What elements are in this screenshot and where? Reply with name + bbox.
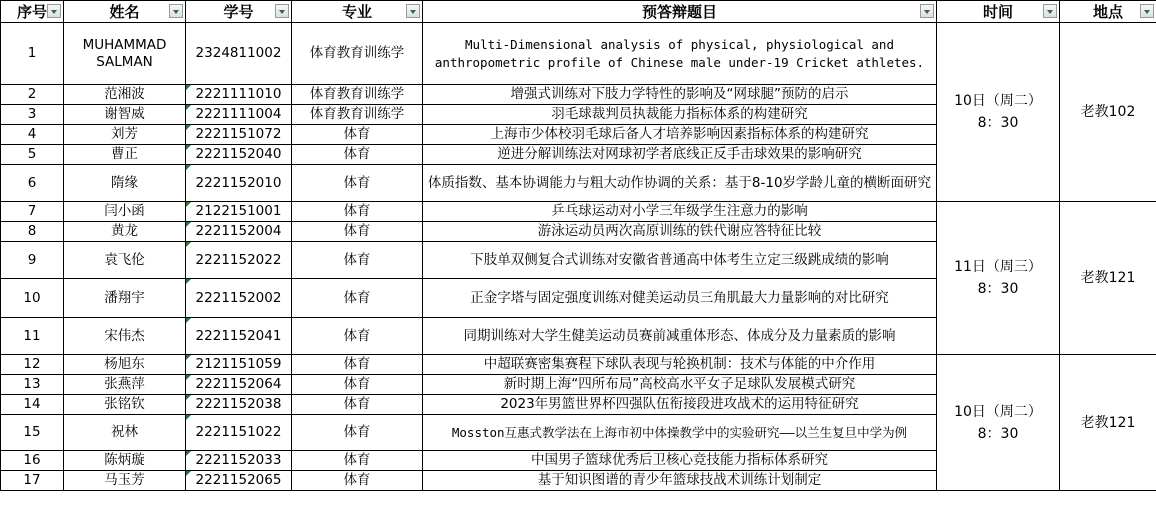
cell-name[interactable]: 范湘波: [64, 85, 186, 105]
cell-sid-text: 2221152010: [195, 174, 282, 191]
cell-sid[interactable]: [186, 222, 292, 242]
cell-topic[interactable]: 羽毛球裁判员执裁能力指标体系的构建研究: [423, 105, 937, 125]
group-time: 8：30: [977, 115, 1019, 131]
header-place: [1060, 1, 1156, 23]
cell-no[interactable]: 17: [1, 471, 64, 491]
filter-dropdown-icon[interactable]: [920, 4, 934, 18]
cell-name[interactable]: 谢智威: [64, 105, 186, 125]
cell-sid-text: 2221152041: [195, 327, 282, 344]
cell-sid[interactable]: [186, 471, 292, 491]
cell-no[interactable]: 5: [1, 145, 64, 165]
cell-time-merged[interactable]: [937, 202, 1060, 355]
cell-topic[interactable]: 上海市少体校羽毛球后备人才培养影响因素指标体系的构建研究: [423, 125, 937, 145]
cell-major[interactable]: 体育教育训练学: [292, 23, 423, 85]
cell-name[interactable]: 隋缘: [64, 165, 186, 202]
filter-dropdown-icon[interactable]: [1043, 4, 1057, 18]
number-as-text-indicator-icon: [186, 415, 191, 420]
group-date: 11日（周三）: [954, 259, 1042, 275]
header-no-label: 序号: [16, 3, 47, 21]
cell-no[interactable]: 3: [1, 105, 64, 125]
cell-major[interactable]: 体育: [292, 125, 423, 145]
cell-sid-text: 2221152033: [195, 452, 282, 468]
header-major: [292, 1, 423, 23]
cell-major[interactable]: 体育: [292, 222, 423, 242]
header-name-label: 姓名: [109, 3, 140, 21]
number-as-text-indicator-icon: [186, 451, 191, 456]
cell-major[interactable]: 体育: [292, 242, 423, 279]
number-as-text-indicator-icon: [186, 471, 191, 476]
cell-name[interactable]: 黄龙: [64, 222, 186, 242]
filter-dropdown-icon[interactable]: [275, 4, 289, 18]
cell-major[interactable]: 体育: [292, 355, 423, 375]
cell-sid[interactable]: [186, 105, 292, 125]
number-as-text-indicator-icon: [186, 279, 191, 284]
cell-sid[interactable]: [186, 375, 292, 395]
cell-major[interactable]: 体育: [292, 375, 423, 395]
cell-sid-text: 2221151072: [195, 126, 282, 142]
cell-topic[interactable]: 增强式训练对下肢力学特性的影响及“网球腿”预防的启示: [423, 85, 937, 105]
cell-sid[interactable]: [186, 415, 292, 451]
cell-no[interactable]: 7: [1, 202, 64, 222]
cell-major[interactable]: 体育: [292, 202, 423, 222]
cell-sid-text: 2122151001: [195, 203, 282, 219]
group-date: 10日（周二）: [954, 403, 1042, 420]
cell-sid-text: 2324811002: [195, 45, 282, 61]
cell-no[interactable]: 9: [1, 242, 64, 279]
cell-sid-text: 2221152038: [195, 396, 282, 412]
cell-sid[interactable]: [186, 202, 292, 222]
group-time: 8：30: [977, 281, 1019, 297]
cell-major[interactable]: 体育教育训练学: [292, 85, 423, 105]
cell-name[interactable]: 陈炳璇: [64, 451, 186, 471]
cell-sid[interactable]: [186, 355, 292, 375]
cell-sid[interactable]: [186, 145, 292, 165]
cell-no[interactable]: 6: [1, 165, 64, 202]
cell-topic[interactable]: Multi-Dimensional analysis of physical, physiological and anthropometric profile of Chinese male under-19 Cricket athletes.: [423, 23, 937, 85]
cell-sid[interactable]: [186, 318, 292, 355]
cell-topic[interactable]: 中超联赛密集赛程下球队表现与轮换机制：技术与体能的中介作用: [423, 355, 937, 375]
header-major-label: 专业: [341, 3, 372, 21]
cell-major[interactable]: 体育: [292, 279, 423, 318]
cell-sid-text: 2221152040: [195, 146, 282, 162]
cell-name[interactable]: 祝林: [64, 415, 186, 451]
number-as-text-indicator-icon: [186, 318, 191, 323]
cell-no[interactable]: 16: [1, 451, 64, 471]
cell-topic[interactable]: 新时期上海“四所布局”高校高水平女子足球队发展模式研究: [423, 375, 937, 395]
header-topic-label: 预答辩题目: [641, 3, 717, 21]
cell-sid-text: 2221152064: [195, 376, 282, 392]
number-as-text-indicator-icon: [186, 222, 191, 227]
cell-sid-text: 2221152022: [195, 251, 282, 268]
number-as-text-indicator-icon: [186, 355, 191, 360]
table-body: [1, 23, 1156, 491]
cell-topic[interactable]: 中国男子篮球优秀后卫核心竞技能力指标体系研究: [423, 451, 937, 471]
cell-topic[interactable]: 同期训练对大学生健美运动员赛前减重体形态、体成分及力量素质的影响: [423, 318, 937, 355]
cell-sid[interactable]: [186, 165, 292, 202]
cell-no[interactable]: 14: [1, 395, 64, 415]
filter-dropdown-icon[interactable]: [1140, 4, 1154, 18]
header-row: [1, 1, 1156, 23]
cell-place-merged[interactable]: 老教121: [1060, 202, 1156, 355]
cell-major[interactable]: 体育: [292, 451, 423, 471]
cell-sid[interactable]: [186, 242, 292, 279]
number-as-text-indicator-icon: [186, 395, 191, 400]
cell-name[interactable]: 马玉芳: [64, 471, 186, 491]
cell-sid-text: 2221111010: [195, 86, 282, 102]
cell-sid[interactable]: [186, 451, 292, 471]
number-as-text-indicator-icon: [186, 85, 191, 90]
header-time-label: 时间: [982, 3, 1013, 21]
cell-topic[interactable]: Mosston互惠式教学法在上海市初中体操教学中的实验研究——以兰生复旦中学为例: [423, 415, 937, 451]
cell-sid-text: 2221111004: [195, 106, 282, 122]
cell-no[interactable]: 4: [1, 125, 64, 145]
cell-sid[interactable]: [186, 23, 292, 85]
cell-no[interactable]: 11: [1, 318, 64, 355]
table-row: [1, 355, 1156, 375]
cell-major[interactable]: 体育: [292, 318, 423, 355]
number-as-text-indicator-icon: [186, 105, 191, 110]
cell-no[interactable]: 10: [1, 279, 64, 318]
number-as-text-indicator-icon: [186, 242, 191, 247]
cell-major[interactable]: 体育: [292, 415, 423, 451]
number-as-text-indicator-icon: [186, 145, 191, 150]
header-sid: [186, 1, 292, 23]
filter-dropdown-icon[interactable]: [406, 4, 420, 18]
cell-sid-text: 2221152002: [195, 289, 282, 306]
cell-name[interactable]: 张铭钦: [64, 395, 186, 415]
cell-sid[interactable]: [186, 85, 292, 105]
cell-sid[interactable]: [186, 279, 292, 318]
number-as-text-indicator-icon: [186, 165, 191, 170]
cell-name[interactable]: 闫小函: [64, 202, 186, 222]
filter-dropdown-icon[interactable]: [47, 4, 61, 18]
cell-major[interactable]: 体育: [292, 165, 423, 202]
group-date: 10日（周二）: [954, 93, 1042, 109]
cell-topic[interactable]: 正金字塔与固定强度训练对健美运动员三角肌最大力量影响的对比研究: [423, 279, 937, 318]
cell-place-merged[interactable]: 老教121: [1060, 355, 1156, 491]
cell-sid[interactable]: [186, 395, 292, 415]
cell-no[interactable]: 8: [1, 222, 64, 242]
header-sid-label: 学号: [223, 3, 254, 21]
cell-major[interactable]: 体育: [292, 145, 423, 165]
header-place-label: 地点: [1092, 3, 1123, 21]
cell-name[interactable]: 袁飞伦: [64, 242, 186, 279]
cell-sid-text: 2221151022: [195, 424, 282, 440]
table-row: [1, 23, 1156, 85]
cell-no[interactable]: 13: [1, 375, 64, 395]
cell-name[interactable]: 刘芳: [64, 125, 186, 145]
number-as-text-indicator-icon: [186, 202, 191, 207]
cell-name[interactable]: 潘翔宇: [64, 279, 186, 318]
cell-topic[interactable]: 逆进分解训练法对网球初学者底线正反手击球效果的影响研究: [423, 145, 937, 165]
cell-time-merged[interactable]: [937, 23, 1060, 202]
cell-major[interactable]: 体育教育训练学: [292, 105, 423, 125]
cell-name[interactable]: 杨旭东: [64, 355, 186, 375]
cell-place-merged[interactable]: 老教102: [1060, 23, 1156, 202]
header-topic: [423, 1, 937, 23]
cell-topic[interactable]: 乒乓球运动对小学三年级学生注意力的影响: [423, 202, 937, 222]
cell-sid-text: 2221152004: [195, 223, 282, 239]
header-time: [937, 1, 1060, 23]
cell-name[interactable]: MUHAMMAD SALMAN: [64, 23, 186, 85]
number-as-text-indicator-icon: [186, 125, 191, 130]
cell-topic[interactable]: 体质指数、基本协调能力与粗大动作协调的关系：基于8-10岁学龄儿童的横断面研究: [423, 165, 937, 202]
cell-major[interactable]: 体育: [292, 471, 423, 491]
cell-time-merged[interactable]: [937, 355, 1060, 491]
table-row: [1, 202, 1156, 222]
header-name: [64, 1, 186, 23]
number-as-text-indicator-icon: [186, 375, 191, 380]
cell-sid[interactable]: [186, 125, 292, 145]
group-time: 8：30: [977, 425, 1019, 442]
cell-topic[interactable]: 下肢单双侧复合式训练对安徽省普通高中体考生立定三级跳成绩的影响: [423, 242, 937, 279]
cell-topic[interactable]: 游泳运动员两次高原训练的铁代谢应答特征比较: [423, 222, 937, 242]
cell-topic[interactable]: 2023年男篮世界杯四强队伍衔接段进攻战术的运用特征研究: [423, 395, 937, 415]
cell-name[interactable]: 宋伟杰: [64, 318, 186, 355]
cell-major[interactable]: 体育: [292, 395, 423, 415]
cell-no[interactable]: 12: [1, 355, 64, 375]
cell-sid-text: 2121151059: [195, 356, 282, 372]
cell-name[interactable]: 张燕萍: [64, 375, 186, 395]
cell-name[interactable]: 曹正: [64, 145, 186, 165]
cell-sid-text: 2221152065: [195, 472, 282, 488]
cell-no[interactable]: 2: [1, 85, 64, 105]
cell-no[interactable]: 1: [1, 23, 64, 85]
cell-topic[interactable]: 基于知识图谱的青少年篮球技战术训练计划制定: [423, 471, 937, 491]
header-no: [1, 1, 64, 23]
cell-no[interactable]: 15: [1, 415, 64, 451]
filter-dropdown-icon[interactable]: [169, 4, 183, 18]
